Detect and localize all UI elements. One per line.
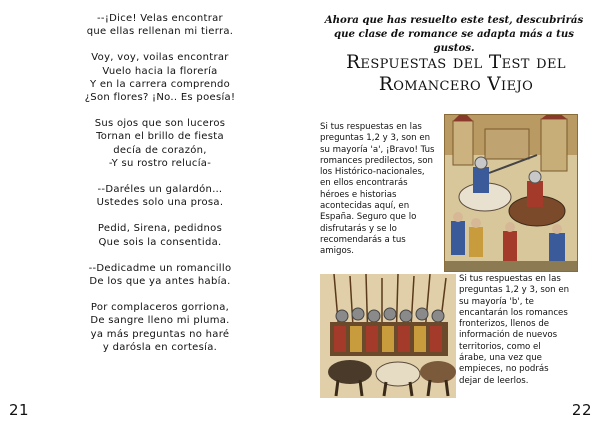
poem-stanza [40, 183, 280, 209]
poem-line: De los que ya antes había. [89, 276, 231, 288]
poem-stanza [40, 301, 280, 354]
poem-line: --¡Dice! Velas encontrar [97, 13, 223, 24]
paragraph-line: los Histórico-nacionales, [320, 167, 425, 178]
poem-line: Ustedes solo una prosa. [96, 197, 224, 209]
poem-stanza [40, 262, 280, 288]
poem-line: y darósla en cortesía. [102, 341, 218, 353]
poem-line: --Dedicadme un romancillo [88, 262, 232, 274]
paragraph-line: dejar de leerlos. [459, 375, 529, 386]
paragraph-line: árabe, una vez que [459, 353, 542, 364]
paragraph-line: información de nuevos [459, 330, 558, 341]
poem [40, 12, 280, 367]
poem-line: que ellas rellenan mi tierra. [86, 26, 234, 38]
paragraph-line: disfrutarás y se lo [320, 223, 397, 234]
poem-stanza [40, 117, 280, 170]
poem-line: ya más preguntas no haré [90, 328, 230, 340]
answer-b-paragraph [459, 274, 577, 387]
knights-illustration [444, 114, 578, 272]
poem-line: Que sois la consentida. [98, 236, 222, 248]
paragraph-line: acontecidas aquí, en [320, 201, 410, 212]
paragraph-line: preguntas 1,2 y 3, son en [320, 133, 431, 144]
poem-stanza [40, 222, 280, 248]
poem-stanza [40, 12, 280, 38]
title-line-2: Romancero Viejo [378, 74, 534, 95]
page-number-left: 21 [9, 401, 30, 419]
answer-a-paragraph [320, 122, 448, 258]
title-line-1: Respuestas del Test del [346, 52, 566, 73]
paragraph-line: Si tus respuestas en las [459, 274, 561, 284]
paragraph-line: encantarán los romances [459, 307, 568, 318]
poem-line: Por complaceros gorriona, [90, 302, 230, 314]
poem-line: Pedid, Sirena, pedidnos [97, 223, 223, 235]
poem-line: decía de corazón, [113, 144, 207, 156]
poem-line: Sus ojos que son luceros [94, 118, 226, 130]
poem-line: De sangre lleno mi pluma. [90, 315, 230, 327]
poem-line: --Daréles un galardón… [97, 184, 223, 196]
page-title [314, 52, 598, 96]
soldiers-illustration [320, 274, 456, 398]
paragraph-line: Si tus respuestas en las [320, 122, 422, 132]
paragraph-line: héroes e historias [320, 189, 397, 200]
right-page [300, 0, 600, 424]
poem-line: Y en la carrera comprendo [89, 78, 231, 90]
paragraph-line: territorios, como el [459, 341, 541, 352]
paragraph-line: romances predilectos, son [320, 155, 433, 166]
paragraph-line: fronterizos, llenos de [459, 319, 550, 330]
poem-line: Vuelo hacia la florería [102, 65, 218, 77]
paragraph-line: preguntas 1,2 y 3, son en [459, 285, 570, 296]
poem-stanza [40, 51, 280, 104]
poem-line: ¿Son flores? ¡No.. Es poesía! [84, 92, 236, 104]
paragraph-line: en ellos encontrarás [320, 178, 408, 189]
paragraph-line: su mayoría 'b', te [459, 296, 534, 307]
paragraph-line: recomendarás a tus [320, 234, 406, 245]
page-number-right: 22 [571, 401, 592, 419]
poem-line: Voy, voy, voilas encontrar [91, 52, 229, 64]
paragraph-line: su mayoría 'a', ¡Bravo! Tus [320, 144, 435, 155]
poem-line: Tornan el brillo de fiesta [96, 131, 224, 143]
paragraph-line: empieces, no podrás [459, 364, 549, 375]
poem-line: -Y su rostro relucía- [108, 157, 212, 169]
paragraph-line: España. Seguro que lo [320, 212, 417, 223]
paragraph-line: amigos. [320, 246, 354, 257]
intro-text: Ahora que has resuelto este test, descubrirás que clase de romance se adapta más a tus gustos. [324, 14, 584, 54]
